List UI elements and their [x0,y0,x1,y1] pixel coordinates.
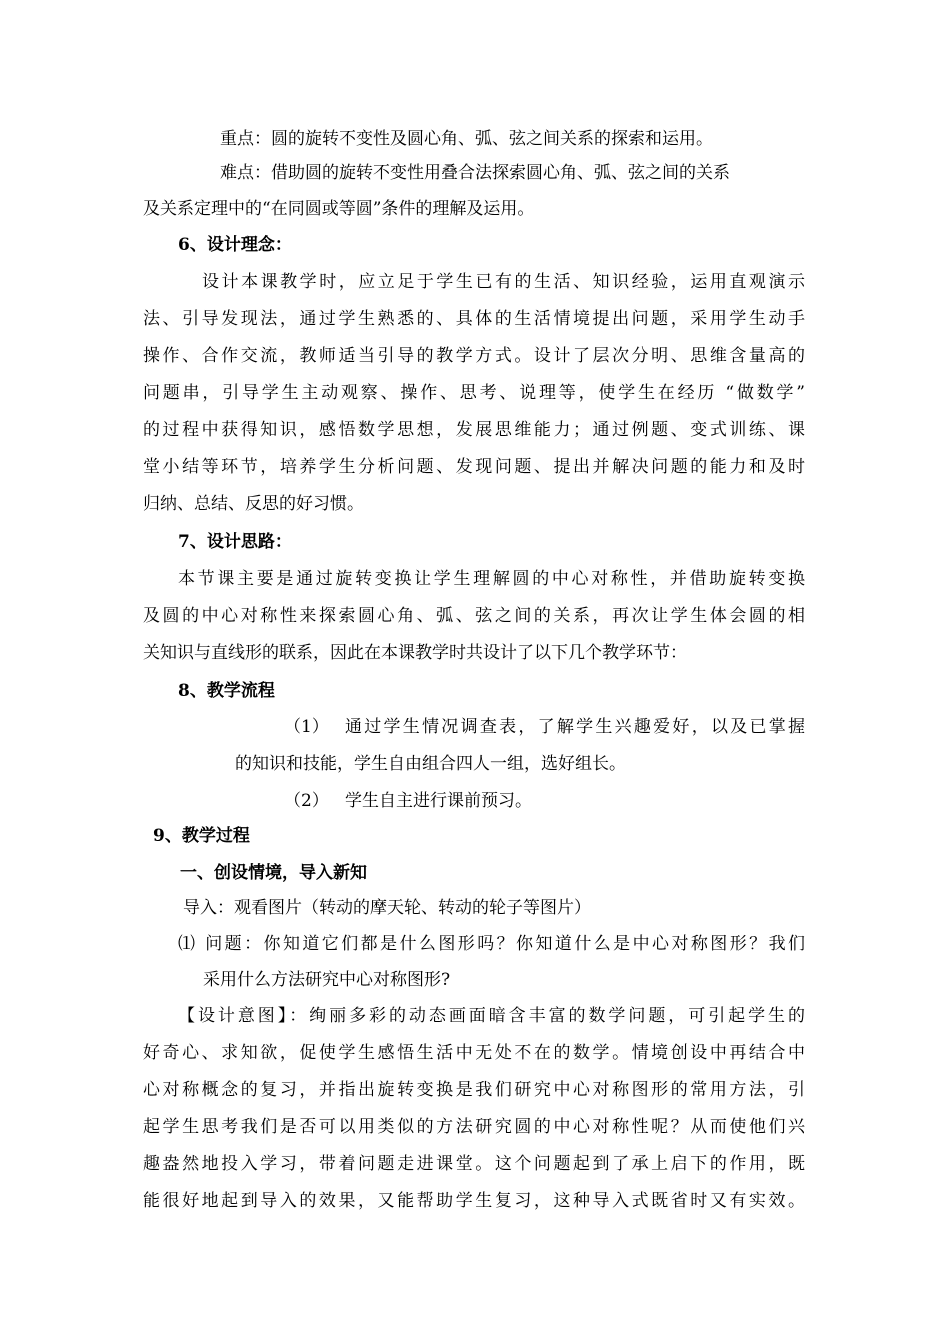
section-6-line-7: 归纳、总结、反思的好习惯。 [143,494,364,514]
key-point-difficult-line-1: 难点：借助圆的旋转不变性用叠合法探索圆心角、弧、弦之间的关系 [220,163,730,183]
section-9-heading: 9、教学过程 [153,826,250,846]
section-6-heading: 6、设计理念： [178,235,292,255]
section-7-heading: 7、设计思路： [178,532,292,552]
section-7-line-1: 本节课主要是通过旋转变换让学生理解圆的中心对称性，并借助旋转变换 [178,569,805,589]
flow-item-1-line-2: 的知识和技能，学生自由组合四人一组，选好组长。 [235,754,626,774]
intent-line-1: 【设计意图】：绚丽多彩的动态画面暗含丰富的数学问题，可引起学生的 [178,1006,805,1026]
key-point-difficult-line-2: 及关系定理中的“在同圆或等圆”条件的理解及运用。 [143,199,535,219]
section-6-line-3: 操作、合作交流，教师适当引导的教学方式。设计了层次分明、思维含量高的 [143,346,805,366]
question-line-2: 采用什么方法研究中心对称图形? [203,970,451,990]
flow-item-1-line-1: 通过学生情况调查表，了解学生兴趣爱好，以及已掌握 [345,717,805,737]
section-7-line-3: 关知识与直线形的联系，因此在本课教学时共设计了以下几个教学环节： [143,643,687,663]
section-8-heading: 8、教学流程 [178,681,275,701]
flow-item-1-number: （1） [284,717,329,737]
section-6-line-4: 问题串，引导学生主动观察、操作、思考、说理等，使学生在经历 “做数学” [143,383,805,403]
section-6-line-1: 设计本课教学时，应立足于学生已有的生活、知识经验，运用直观演示 [202,272,805,292]
intent-line-4: 起学生思考我们是否可以用类似的方法研究圆的中心对称性呢？从而使他们兴 [143,1117,805,1137]
flow-item-2-text: 学生自主进行课前预习。 [345,791,532,811]
question-line-1: ⑴ 问题：你知道它们都是什么图形吗？你知道什么是中心对称图形？我们 [178,934,805,954]
intro-text: 导入：观看图片（转动的摩天轮、转动的轮子等图片） [183,898,591,918]
intent-line-2: 好奇心、求知欲，促使学生感悟生活中无处不在的数学。情境创设中再结合中 [143,1043,805,1063]
section-7-line-2: 及圆的中心对称性来探索圆心角、弧、弦之间的关系，再次让学生体会圆的相 [143,606,805,626]
section-9-subheading: 一、创设情境，导入新知 [180,863,367,883]
flow-item-2-number: （2） [284,791,329,811]
intent-line-5: 趣盎然地投入学习，带着问题走进课堂。这个问题起到了承上启下的作用，既 [143,1154,805,1174]
intent-line-6: 能很好地起到导入的效果，又能帮助学生复习，这种导入式既省时又有实效。 [143,1191,805,1211]
section-6-line-6: 堂小结等环节，培养学生分析问题、发现问题、提出并解决问题的能力和及时 [143,457,805,477]
intent-line-3: 心对称概念的复习，并指出旋转变换是我们研究中心对称图形的常用方法，引 [143,1080,805,1100]
section-6-line-2: 法、引导发现法，通过学生熟悉的、具体的生活情境提出问题，采用学生动手 [143,309,805,329]
section-6-line-5: 的过程中获得知识，感悟数学思想，发展思维能力；通过例题、变式训练、课 [143,420,805,440]
key-point-important: 重点：圆的旋转不变性及圆心角、弧、弦之间关系的探索和运用。 [220,129,713,149]
